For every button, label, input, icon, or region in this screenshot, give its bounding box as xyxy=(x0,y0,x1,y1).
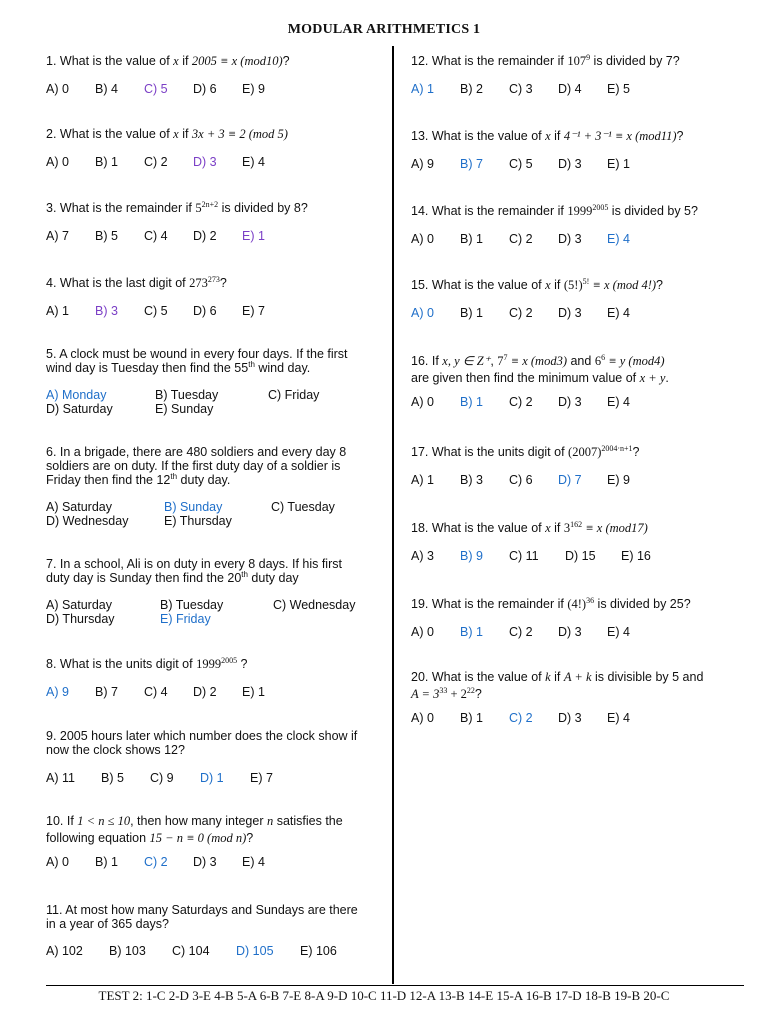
option-c[interactable]: C) 11 xyxy=(509,549,539,563)
option-b[interactable]: B) 7 xyxy=(460,157,483,171)
answer-options xyxy=(411,232,741,247)
option-a[interactable]: A) 0 xyxy=(411,395,434,409)
question-5 xyxy=(46,347,376,418)
option-c[interactable]: C) 9 xyxy=(150,771,174,785)
option-c[interactable]: C) 2 xyxy=(509,306,533,320)
option-b[interactable]: B) Tuesday xyxy=(155,388,219,402)
option-b[interactable]: B) 1 xyxy=(95,855,118,869)
option-a[interactable]: A) 0 xyxy=(46,82,69,96)
option-b[interactable]: B) 4 xyxy=(95,82,118,96)
option-e[interactable]: E) 1 xyxy=(242,685,265,699)
option-b[interactable]: B) 3 xyxy=(95,304,118,318)
option-c[interactable]: C) 3 xyxy=(509,82,533,96)
option-d[interactable]: D) 7 xyxy=(558,473,582,487)
option-b[interactable]: B) 9 xyxy=(460,549,483,563)
option-a[interactable]: A) Saturday xyxy=(46,500,113,514)
question-9-text: 9. 2005 hours later which number does the clock show if now the clock shows 12? xyxy=(46,729,358,757)
option-b[interactable]: B) 3 xyxy=(460,473,483,487)
option-b[interactable]: B) 1 xyxy=(95,155,118,169)
page-title: MODULAR ARITHMETICS 1 xyxy=(287,22,481,37)
option-d[interactable]: D) 3 xyxy=(193,155,217,169)
column-divider xyxy=(392,46,394,984)
option-a[interactable]: A) 0 xyxy=(411,711,434,725)
option-b[interactable]: B) 1 xyxy=(460,711,483,725)
answer-options xyxy=(46,944,376,959)
question-16-text: 16. If x, y ∈ Z⁺, $7^7 \equiv x$ (mod3) and $6^6 \equiv y$ (mod4) are given then find the minimum value of x + y. xyxy=(411,352,669,385)
question-18 xyxy=(411,521,741,564)
answer-options xyxy=(46,855,376,870)
answer-options xyxy=(46,155,376,170)
option-e[interactable]: E) 4 xyxy=(607,306,630,320)
answer-options xyxy=(411,306,741,321)
option-c[interactable]: C) Friday xyxy=(268,388,320,402)
answer-options xyxy=(411,395,741,410)
option-c[interactable]: C) 6 xyxy=(509,473,533,487)
option-d[interactable]: D) 15 xyxy=(565,549,596,563)
option-c[interactable]: C) 2 xyxy=(144,155,168,169)
question-7 xyxy=(46,557,376,628)
option-e[interactable]: E) 4 xyxy=(242,155,265,169)
question-6-text: 6. In a brigade, there are 480 soldiers and every day 8 soldiers are on duty. If the first duty day of a soldier is Friday then find the 12th duty day. xyxy=(46,445,347,487)
question-13-text: 13. What is the value of x if 4⁻¹ + 3⁻¹ ≡ x (mod11)? xyxy=(411,129,684,143)
question-10 xyxy=(46,814,376,870)
option-e[interactable]: E) 4 xyxy=(607,711,630,725)
option-d[interactable]: D) 3 xyxy=(558,157,582,171)
question-9 xyxy=(46,729,376,786)
option-a[interactable]: A) 0 xyxy=(46,155,69,169)
option-e[interactable]: E) 5 xyxy=(607,82,630,96)
answer-options xyxy=(411,711,741,726)
question-1 xyxy=(46,54,376,97)
option-d[interactable]: D) 3 xyxy=(558,395,582,409)
option-e[interactable]: E) 1 xyxy=(242,229,265,243)
option-b[interactable]: B) 2 xyxy=(460,82,483,96)
option-c[interactable]: C) Tuesday xyxy=(271,500,335,514)
option-b[interactable]: B) 5 xyxy=(95,229,118,243)
question-3 xyxy=(46,201,376,244)
question-3-text: 3. What is the remainder if $5^{2n+2}$ is divided by 8? xyxy=(46,199,308,215)
answer-options xyxy=(411,473,741,488)
question-6 xyxy=(46,445,376,530)
option-a[interactable]: A) 9 xyxy=(46,685,69,699)
option-d[interactable]: D) 6 xyxy=(193,304,217,318)
option-d[interactable]: D) Saturday xyxy=(46,402,113,416)
question-17 xyxy=(411,445,741,488)
option-b[interactable]: B) 1 xyxy=(460,625,483,639)
option-e[interactable]: E) 9 xyxy=(242,82,265,96)
option-d[interactable]: D) 3 xyxy=(558,711,582,725)
option-d[interactable]: D) 3 xyxy=(558,232,582,246)
answer-options xyxy=(411,82,741,97)
option-c[interactable]: C) 5 xyxy=(144,304,168,318)
option-d[interactable]: D) Wednesday xyxy=(46,514,129,528)
option-e[interactable]: E) 7 xyxy=(250,771,273,785)
answer-options xyxy=(411,625,741,640)
question-12-text: 12. What is the remainder if $107^9$ is divided by 7? xyxy=(411,52,680,68)
option-a[interactable]: A) 1 xyxy=(411,82,434,96)
question-7-text: 7. In a school, Ali is on duty in every 8 days. If his first duty day is Sunday then find the 20th duty day xyxy=(46,557,342,585)
question-20-text: 20. What is the value of k if A + k is divisible by 5 and $A = 3^{33} + 2^{22}$? xyxy=(411,670,704,701)
answer-options xyxy=(46,598,376,628)
option-e[interactable]: E) 106 xyxy=(300,944,337,958)
option-d[interactable]: D) 2 xyxy=(193,229,217,243)
option-e[interactable]: E) Friday xyxy=(160,612,211,626)
option-e[interactable]: E) Sunday xyxy=(155,402,214,416)
option-a[interactable]: A) 0 xyxy=(46,855,69,869)
option-d[interactable]: D) 4 xyxy=(558,82,582,96)
answer-options xyxy=(411,549,741,564)
option-e[interactable]: E) 1 xyxy=(607,157,630,171)
option-a[interactable]: A) 0 xyxy=(411,625,434,639)
option-b[interactable]: B) 1 xyxy=(460,306,483,320)
option-a[interactable]: A) 7 xyxy=(46,229,69,243)
option-d[interactable]: D) 6 xyxy=(193,82,217,96)
question-2 xyxy=(46,127,376,170)
option-a[interactable]: A) 3 xyxy=(411,549,434,563)
option-d[interactable]: D) Thursday xyxy=(46,612,115,626)
option-c[interactable]: C) Wednesday xyxy=(273,598,356,612)
question-10-text: 10. If 1 < n ≤ 10, then how many integer n satisfies the following equation 15 − n ≡ 0 (mod n)? xyxy=(46,814,343,845)
footer-rule xyxy=(46,985,744,986)
option-b[interactable]: B) 103 xyxy=(109,944,146,958)
option-c[interactable]: C) 104 xyxy=(172,944,210,958)
question-2-text: 2. What is the value of x if 3x + 3 ≡ 2 (mod 5) xyxy=(46,127,288,141)
option-a[interactable]: A) 0 xyxy=(411,306,434,320)
option-c[interactable]: C) 2 xyxy=(144,855,168,869)
option-a[interactable]: A) 102 xyxy=(46,944,83,958)
option-c[interactable]: C) 5 xyxy=(509,157,533,171)
answer-options xyxy=(411,157,741,172)
option-b[interactable]: B) 1 xyxy=(460,395,483,409)
option-c[interactable]: C) 2 xyxy=(509,625,533,639)
option-a[interactable]: A) 1 xyxy=(411,473,434,487)
option-b[interactable]: B) Sunday xyxy=(164,500,223,514)
option-a[interactable]: A) Saturday xyxy=(46,598,113,612)
answer-options xyxy=(46,771,376,786)
question-14 xyxy=(411,204,741,247)
option-c[interactable]: C) 2 xyxy=(509,395,533,409)
answer-key: TEST 2: 1-C 2-D 3-E 4-B 5-A 6-B 7-E 8-A 9-D 10-C 11-D 12-A 13-B 14-E 15-A 16-B 17-D 18-B 19-B 20-C xyxy=(98,988,670,1003)
option-b[interactable]: B) 1 xyxy=(460,232,483,246)
option-e[interactable]: E) 7 xyxy=(242,304,265,318)
question-15 xyxy=(411,278,741,321)
option-a[interactable]: A) 0 xyxy=(411,232,434,246)
option-b[interactable]: B) 7 xyxy=(95,685,118,699)
option-d[interactable]: D) 3 xyxy=(558,306,582,320)
question-18-text: 18. What is the value of x if $3^{162} \equiv x$ (mod17) xyxy=(411,519,648,535)
question-4 xyxy=(46,276,376,319)
answer-options xyxy=(46,500,376,530)
option-c[interactable]: C) 5 xyxy=(144,82,168,96)
option-a[interactable]: A) 9 xyxy=(411,157,434,171)
answer-options xyxy=(46,82,376,97)
option-a[interactable]: A) 11 xyxy=(46,771,75,785)
question-13 xyxy=(411,129,741,172)
question-17-text: 17. What is the units digit of $(2007)^{2004\cdot n+1}$? xyxy=(411,443,640,459)
question-1-text: 1. What is the value of x if 2005 ≡ x (mod10)? xyxy=(46,54,290,68)
option-b[interactable]: B) 5 xyxy=(101,771,124,785)
option-e[interactable]: E) 9 xyxy=(607,473,630,487)
option-c[interactable]: C) 4 xyxy=(144,685,168,699)
question-11-text: 11. At most how many Saturdays and Sundays are there in a year of 365 days? xyxy=(46,903,358,931)
question-11 xyxy=(46,903,376,959)
question-16 xyxy=(411,354,741,410)
option-c[interactable]: C) 2 xyxy=(509,711,533,725)
question-8 xyxy=(46,657,376,700)
question-19 xyxy=(411,597,741,640)
option-a[interactable]: A) Monday xyxy=(46,388,107,402)
question-8-text: 8. What is the units digit of $1999^{2005}$ ? xyxy=(46,655,248,671)
option-e[interactable]: E) 4 xyxy=(607,232,630,246)
question-12 xyxy=(411,54,741,97)
question-15-text: 15. What is the value of x if $(5!)^{5!} \equiv x$ (mod 4!)? xyxy=(411,276,663,292)
question-20 xyxy=(411,670,741,726)
option-a[interactable]: A) 1 xyxy=(46,304,69,318)
question-5-text: 5. A clock must be wound in every four days. If the first wind day is Tuesday then find the 55th wind day. xyxy=(46,347,348,375)
option-c[interactable]: C) 4 xyxy=(144,229,168,243)
question-4-text: 4. What is the last digit of $273^{273}$? xyxy=(46,274,227,290)
option-e[interactable]: E) Thursday xyxy=(164,514,232,528)
answer-options xyxy=(46,304,376,319)
answer-options xyxy=(46,388,376,418)
option-b[interactable]: B) Tuesday xyxy=(160,598,224,612)
question-14-text: 14. What is the remainder if $1999^{2005}$ is divided by 5? xyxy=(411,202,698,218)
option-d[interactable]: D) 3 xyxy=(558,625,582,639)
question-19-text: 19. What is the remainder if $(4!)^{36}$ is divided by 25? xyxy=(411,595,691,611)
option-e[interactable]: E) 4 xyxy=(607,625,630,639)
answer-options xyxy=(46,229,376,244)
option-e[interactable]: E) 4 xyxy=(607,395,630,409)
option-d[interactable]: D) 105 xyxy=(236,944,274,958)
option-d[interactable]: D) 1 xyxy=(200,771,224,785)
answer-options xyxy=(46,685,376,700)
option-d[interactable]: D) 2 xyxy=(193,685,217,699)
option-c[interactable]: C) 2 xyxy=(509,232,533,246)
option-d[interactable]: D) 3 xyxy=(193,855,217,869)
option-e[interactable]: E) 16 xyxy=(621,549,651,563)
option-e[interactable]: E) 4 xyxy=(242,855,265,869)
